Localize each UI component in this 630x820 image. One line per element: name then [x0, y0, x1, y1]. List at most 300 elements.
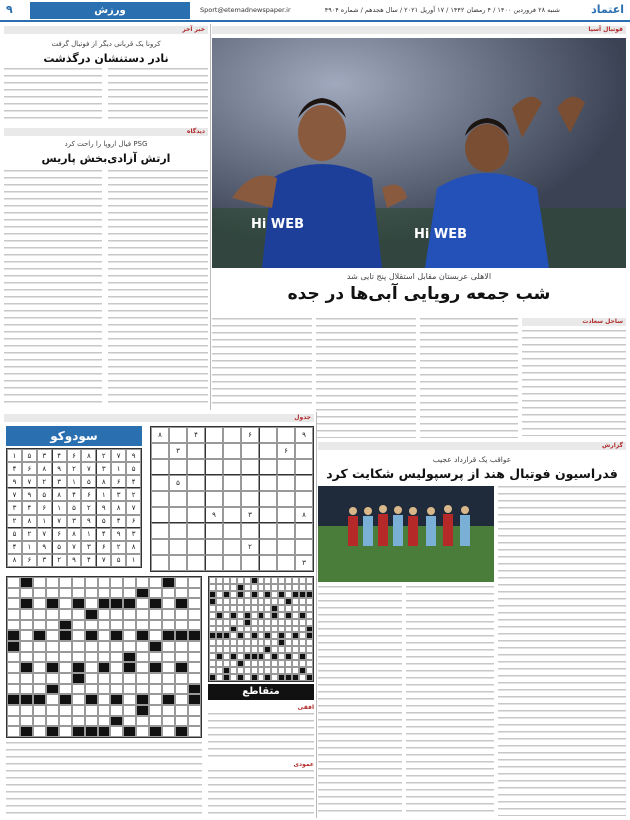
crossword-cell[interactable]: [72, 694, 85, 705]
crossword-cell[interactable]: [271, 598, 278, 605]
crossword-cell[interactable]: [237, 639, 244, 646]
crossword-cell[interactable]: [244, 632, 251, 639]
crossword-cell[interactable]: [149, 716, 162, 727]
crossword-cell[interactable]: [162, 716, 175, 727]
crossword-cell[interactable]: [72, 716, 85, 727]
crossword-cell[interactable]: [216, 674, 223, 681]
crossword-cell[interactable]: [216, 584, 223, 591]
crossword-cell[interactable]: [59, 609, 72, 620]
crossword-cell[interactable]: [299, 619, 306, 626]
crossword-cell[interactable]: [33, 598, 46, 609]
sudoku-cell[interactable]: [295, 539, 313, 555]
crossword-cell[interactable]: [285, 639, 292, 646]
crossword-cell[interactable]: [7, 652, 20, 663]
crossword-cell[interactable]: [244, 591, 251, 598]
crossword-cell[interactable]: [175, 673, 188, 684]
sudoku-cell[interactable]: [151, 475, 169, 491]
crossword-cell[interactable]: [188, 588, 201, 599]
sudoku-cell[interactable]: [151, 539, 169, 555]
crossword-cell[interactable]: [33, 673, 46, 684]
crossword-cell[interactable]: [136, 620, 149, 631]
crossword-cell[interactable]: [110, 620, 123, 631]
crossword-cell[interactable]: [149, 588, 162, 599]
crossword-cell[interactable]: [299, 639, 306, 646]
crossword-cell[interactable]: [85, 673, 98, 684]
crossword-cell[interactable]: [216, 639, 223, 646]
crossword-cell[interactable]: [258, 632, 265, 639]
crossword-cell[interactable]: [188, 705, 201, 716]
crossword-cell[interactable]: [123, 609, 136, 620]
crossword-cell[interactable]: [216, 598, 223, 605]
crossword-cell[interactable]: [264, 598, 271, 605]
crossword-cell[interactable]: [216, 626, 223, 633]
crossword-cell[interactable]: [306, 653, 313, 660]
crossword-cell[interactable]: [278, 577, 285, 584]
crossword-cell[interactable]: [299, 598, 306, 605]
crossword-cell[interactable]: [244, 639, 251, 646]
sudoku-cell[interactable]: [241, 491, 259, 507]
crossword-cell[interactable]: [20, 673, 33, 684]
crossword-cell[interactable]: [271, 577, 278, 584]
crossword-cell[interactable]: [72, 577, 85, 588]
crossword-cell[interactable]: [85, 662, 98, 673]
crossword-cell[interactable]: [216, 591, 223, 598]
crossword-cell[interactable]: [188, 641, 201, 652]
crossword-cell[interactable]: [237, 646, 244, 653]
crossword-cell[interactable]: [230, 605, 237, 612]
crossword-cell[interactable]: [223, 577, 230, 584]
crossword-cell[interactable]: [46, 694, 59, 705]
sudoku-cell[interactable]: [187, 459, 205, 475]
crossword-cell[interactable]: [20, 652, 33, 663]
crossword-cell[interactable]: [223, 653, 230, 660]
crossword-cell[interactable]: [98, 630, 111, 641]
crossword-cell[interactable]: [223, 639, 230, 646]
sudoku-cell[interactable]: [205, 555, 223, 571]
crossword-cell[interactable]: [306, 646, 313, 653]
crossword-cell[interactable]: [264, 584, 271, 591]
sudoku-cell[interactable]: [295, 523, 313, 539]
sudoku-cell[interactable]: [187, 491, 205, 507]
crossword-cell[interactable]: [59, 577, 72, 588]
crossword-cell[interactable]: [110, 588, 123, 599]
sudoku-cell[interactable]: [187, 555, 205, 571]
sudoku-cell[interactable]: [277, 459, 295, 475]
sudoku-cell[interactable]: [151, 523, 169, 539]
crossword-cell[interactable]: [123, 684, 136, 695]
crossword-cell[interactable]: [20, 716, 33, 727]
crossword-cell[interactable]: [59, 716, 72, 727]
crossword-cell[interactable]: [46, 673, 59, 684]
crossword-cell[interactable]: [33, 620, 46, 631]
crossword-cell[interactable]: [110, 641, 123, 652]
crossword-cell[interactable]: [20, 684, 33, 695]
crossword-cell[interactable]: [110, 662, 123, 673]
sudoku-cell[interactable]: [151, 459, 169, 475]
crossword-cell[interactable]: [264, 612, 271, 619]
crossword-cell[interactable]: [251, 619, 258, 626]
crossword-cell[interactable]: [98, 652, 111, 663]
crossword-cell[interactable]: [136, 598, 149, 609]
crossword-cell[interactable]: [244, 646, 251, 653]
crossword-cell[interactable]: [123, 705, 136, 716]
crossword-cell[interactable]: [244, 605, 251, 612]
sudoku-cell[interactable]: [169, 539, 187, 555]
crossword-cell[interactable]: [110, 726, 123, 737]
crossword-cell[interactable]: [188, 598, 201, 609]
crossword-cell[interactable]: [292, 584, 299, 591]
crossword-cell[interactable]: [123, 694, 136, 705]
crossword-cell[interactable]: [123, 673, 136, 684]
sudoku-cell[interactable]: [223, 539, 241, 555]
crossword-cell[interactable]: [285, 577, 292, 584]
crossword-cell[interactable]: [7, 716, 20, 727]
crossword-cell[interactable]: [33, 662, 46, 673]
crossword-cell[interactable]: [271, 646, 278, 653]
crossword-cell[interactable]: [251, 605, 258, 612]
crossword-cell[interactable]: [251, 639, 258, 646]
crossword-cell[interactable]: [136, 577, 149, 588]
crossword-cell[interactable]: [230, 667, 237, 674]
sudoku-cell[interactable]: [169, 459, 187, 475]
crossword-cell[interactable]: [162, 726, 175, 737]
crossword-cell[interactable]: [209, 619, 216, 626]
crossword-cell[interactable]: [20, 630, 33, 641]
crossword-cell[interactable]: [98, 577, 111, 588]
crossword-cell[interactable]: [230, 584, 237, 591]
crossword-cell[interactable]: [59, 726, 72, 737]
crossword-cell[interactable]: [7, 609, 20, 620]
crossword-cell[interactable]: [264, 605, 271, 612]
crossword-cell[interactable]: [299, 577, 306, 584]
crossword-cell[interactable]: [223, 605, 230, 612]
crossword-cell[interactable]: [7, 588, 20, 599]
crossword-cell[interactable]: [33, 726, 46, 737]
crossword-cell[interactable]: [149, 652, 162, 663]
crossword-cell[interactable]: [7, 662, 20, 673]
crossword-cell[interactable]: [299, 584, 306, 591]
crossword-cell[interactable]: [223, 626, 230, 633]
crossword-cell[interactable]: [209, 584, 216, 591]
crossword-cell[interactable]: [251, 667, 258, 674]
crossword-cell[interactable]: [292, 577, 299, 584]
section-email[interactable]: Sport@etemadnewspaper.ir: [200, 6, 291, 14]
crossword-cell[interactable]: [258, 619, 265, 626]
crossword-cell[interactable]: [7, 598, 20, 609]
crossword-cell[interactable]: [33, 577, 46, 588]
crossword-cell[interactable]: [216, 660, 223, 667]
crossword-cell[interactable]: [110, 705, 123, 716]
crossword-cell[interactable]: [123, 641, 136, 652]
crossword-cell[interactable]: [188, 652, 201, 663]
crossword-cell[interactable]: [230, 674, 237, 681]
sudoku-cell[interactable]: [187, 475, 205, 491]
crossword-cell[interactable]: [85, 641, 98, 652]
sudoku-cell[interactable]: [187, 507, 205, 523]
crossword-cell[interactable]: [216, 605, 223, 612]
crossword-cell[interactable]: [278, 605, 285, 612]
crossword-cell[interactable]: [258, 577, 265, 584]
sudoku-cell[interactable]: [187, 539, 205, 555]
crossword-cell[interactable]: [46, 577, 59, 588]
crossword-cell[interactable]: [59, 588, 72, 599]
crossword-cell[interactable]: [251, 584, 258, 591]
crossword-cell[interactable]: [299, 674, 306, 681]
crossword-cell[interactable]: [149, 694, 162, 705]
crossword-cell[interactable]: [244, 577, 251, 584]
crossword-cell[interactable]: [271, 619, 278, 626]
crossword-cell[interactable]: [209, 626, 216, 633]
crossword-cell[interactable]: [216, 667, 223, 674]
crossword-cell[interactable]: [278, 598, 285, 605]
sudoku-cell[interactable]: [259, 491, 277, 507]
crossword-cell[interactable]: [264, 653, 271, 660]
crossword-cell[interactable]: [237, 626, 244, 633]
sudoku-cell[interactable]: [277, 427, 295, 443]
crossword-cell[interactable]: [271, 667, 278, 674]
crossword-cell[interactable]: [162, 598, 175, 609]
sudoku-cell[interactable]: [151, 507, 169, 523]
crossword-cell[interactable]: [188, 577, 201, 588]
sudoku-cell[interactable]: [241, 523, 259, 539]
crossword-cell[interactable]: [188, 716, 201, 727]
crossword-cell[interactable]: [188, 726, 201, 737]
crossword-cell[interactable]: [123, 577, 136, 588]
crossword-cell[interactable]: [188, 673, 201, 684]
sudoku-cell[interactable]: [205, 491, 223, 507]
sudoku-cell[interactable]: [259, 523, 277, 539]
crossword-cell[interactable]: [292, 626, 299, 633]
crossword-cell[interactable]: [72, 705, 85, 716]
crossword-cell[interactable]: [20, 609, 33, 620]
crossword-cell[interactable]: [251, 646, 258, 653]
crossword-cell[interactable]: [59, 684, 72, 695]
crossword-cell[interactable]: [85, 652, 98, 663]
crossword-cell[interactable]: [162, 588, 175, 599]
crossword-cell[interactable]: [175, 652, 188, 663]
crossword-cell[interactable]: [46, 609, 59, 620]
crossword-cell[interactable]: [149, 673, 162, 684]
crossword-cell[interactable]: [209, 653, 216, 660]
crossword-cell[interactable]: [258, 646, 265, 653]
crossword-cell[interactable]: [98, 673, 111, 684]
crossword-cell[interactable]: [175, 641, 188, 652]
sudoku-cell[interactable]: [151, 443, 169, 459]
crossword-cell[interactable]: [149, 609, 162, 620]
sudoku-cell[interactable]: [259, 475, 277, 491]
crossword-cell[interactable]: [264, 619, 271, 626]
crossword-cell[interactable]: [98, 716, 111, 727]
crossword-cell[interactable]: [278, 626, 285, 633]
crossword-cell[interactable]: [285, 605, 292, 612]
crossword-cell[interactable]: [46, 705, 59, 716]
crossword-cell[interactable]: [72, 684, 85, 695]
crossword-cell[interactable]: [258, 605, 265, 612]
crossword-cell[interactable]: [209, 577, 216, 584]
crossword-cell[interactable]: [306, 639, 313, 646]
crossword-cell[interactable]: [149, 630, 162, 641]
crossword-cell[interactable]: [271, 591, 278, 598]
crossword-cell[interactable]: [271, 639, 278, 646]
crossword-cell[interactable]: [244, 674, 251, 681]
crossword-cell[interactable]: [98, 620, 111, 631]
crossword-cell[interactable]: [123, 716, 136, 727]
sudoku-cell[interactable]: [169, 523, 187, 539]
crossword-cell[interactable]: [271, 632, 278, 639]
sudoku-cell[interactable]: [169, 507, 187, 523]
sudoku-cell[interactable]: [295, 459, 313, 475]
crossword-cell[interactable]: [175, 620, 188, 631]
crossword-cell[interactable]: [188, 662, 201, 673]
crossword-cell[interactable]: [299, 632, 306, 639]
sudoku-cell[interactable]: [259, 555, 277, 571]
sudoku-cell[interactable]: [223, 523, 241, 539]
crossword-cell[interactable]: [230, 639, 237, 646]
crossword-cell[interactable]: [98, 705, 111, 716]
crossword-cell[interactable]: [162, 673, 175, 684]
sudoku-cell[interactable]: [295, 475, 313, 491]
sudoku-cell[interactable]: [241, 459, 259, 475]
crossword-cell[interactable]: [7, 577, 20, 588]
crossword-cell[interactable]: [230, 577, 237, 584]
crossword-cell[interactable]: [33, 609, 46, 620]
crossword-cell[interactable]: [237, 612, 244, 619]
crossword-cell[interactable]: [299, 626, 306, 633]
crossword-cell[interactable]: [278, 612, 285, 619]
crossword-cell[interactable]: [175, 684, 188, 695]
crossword-cell[interactable]: [33, 652, 46, 663]
crossword-cell[interactable]: [223, 598, 230, 605]
crossword-cell[interactable]: [149, 577, 162, 588]
crossword-cell[interactable]: [33, 705, 46, 716]
crossword-cell[interactable]: [85, 598, 98, 609]
crossword-cell[interactable]: [244, 584, 251, 591]
crossword-cell[interactable]: [59, 641, 72, 652]
crossword-cell[interactable]: [175, 705, 188, 716]
sudoku-cell[interactable]: [169, 555, 187, 571]
crossword-cell[interactable]: [85, 620, 98, 631]
crossword-cell[interactable]: [123, 588, 136, 599]
crossword-cell[interactable]: [264, 667, 271, 674]
crossword-cell[interactable]: [72, 641, 85, 652]
crossword-cell[interactable]: [237, 605, 244, 612]
crossword-cell[interactable]: [149, 620, 162, 631]
crossword-cell[interactable]: [72, 588, 85, 599]
crossword-cell[interactable]: [20, 620, 33, 631]
crossword-cell[interactable]: [136, 684, 149, 695]
crossword-cell[interactable]: [33, 716, 46, 727]
sudoku-cell[interactable]: [223, 443, 241, 459]
crossword-cell[interactable]: [162, 652, 175, 663]
crossword-cell[interactable]: [292, 639, 299, 646]
sudoku-cell[interactable]: [241, 555, 259, 571]
crossword-cell[interactable]: [258, 626, 265, 633]
crossword-cell[interactable]: [175, 588, 188, 599]
crossword-cell[interactable]: [278, 619, 285, 626]
crossword-cell[interactable]: [7, 684, 20, 695]
crossword-cell[interactable]: [175, 694, 188, 705]
sudoku-cell[interactable]: [223, 507, 241, 523]
crossword-cell[interactable]: [230, 591, 237, 598]
crossword-cell[interactable]: [110, 673, 123, 684]
sudoku-cell[interactable]: [187, 523, 205, 539]
sudoku-cell[interactable]: [151, 491, 169, 507]
crossword-cell[interactable]: [123, 630, 136, 641]
crossword-cell[interactable]: [162, 705, 175, 716]
sudoku-cell[interactable]: [277, 475, 295, 491]
crossword-cell[interactable]: [98, 684, 111, 695]
crossword-cell[interactable]: [110, 609, 123, 620]
crossword-cell[interactable]: [230, 632, 237, 639]
crossword-cell[interactable]: [230, 660, 237, 667]
crossword-cell[interactable]: [264, 577, 271, 584]
crossword-cell[interactable]: [292, 660, 299, 667]
crossword-cell[interactable]: [33, 641, 46, 652]
crossword-cell[interactable]: [244, 626, 251, 633]
crossword-cell[interactable]: [306, 605, 313, 612]
crossword-cell[interactable]: [292, 605, 299, 612]
crossword-cell[interactable]: [46, 588, 59, 599]
crossword-cell[interactable]: [46, 630, 59, 641]
crossword-cell[interactable]: [306, 612, 313, 619]
crossword-cell[interactable]: [292, 619, 299, 626]
sudoku-cell[interactable]: [295, 443, 313, 459]
crossword-cell[interactable]: [306, 667, 313, 674]
crossword-cell[interactable]: [306, 660, 313, 667]
sudoku-cell[interactable]: [205, 427, 223, 443]
crossword-cell[interactable]: [258, 584, 265, 591]
crossword-cell[interactable]: [136, 662, 149, 673]
crossword-cell[interactable]: [237, 653, 244, 660]
crossword-cell[interactable]: [7, 673, 20, 684]
crossword-cell[interactable]: [258, 667, 265, 674]
crossword-cell[interactable]: [292, 598, 299, 605]
sudoku-cell[interactable]: [223, 427, 241, 443]
crossword-cell[interactable]: [285, 646, 292, 653]
crossword-cell[interactable]: [244, 667, 251, 674]
crossword-cell[interactable]: [72, 630, 85, 641]
crossword-cell[interactable]: [251, 626, 258, 633]
crossword-cell[interactable]: [209, 612, 216, 619]
crossword-cell[interactable]: [264, 626, 271, 633]
crossword-cell[interactable]: [46, 641, 59, 652]
crossword-cell[interactable]: [85, 684, 98, 695]
crossword-cell[interactable]: [264, 660, 271, 667]
crossword-cell[interactable]: [285, 584, 292, 591]
crossword-cell[interactable]: [216, 577, 223, 584]
sudoku-cell[interactable]: [259, 507, 277, 523]
crossword-cell[interactable]: [7, 726, 20, 737]
sudoku-cell[interactable]: [277, 539, 295, 555]
sudoku-cell[interactable]: [205, 475, 223, 491]
crossword-cell[interactable]: [7, 705, 20, 716]
crossword-cell[interactable]: [216, 646, 223, 653]
crossword-cell[interactable]: [136, 609, 149, 620]
crossword-cell[interactable]: [292, 612, 299, 619]
crossword-cell[interactable]: [175, 716, 188, 727]
crossword-cell[interactable]: [59, 705, 72, 716]
sudoku-cell[interactable]: [205, 459, 223, 475]
crossword-cell[interactable]: [292, 667, 299, 674]
crossword-cell[interactable]: [162, 609, 175, 620]
crossword-cell[interactable]: [285, 626, 292, 633]
sudoku-cell[interactable]: [151, 555, 169, 571]
crossword-cell[interactable]: [306, 584, 313, 591]
crossword-cell[interactable]: [85, 705, 98, 716]
crossword-cell[interactable]: [306, 598, 313, 605]
crossword-cell[interactable]: [110, 577, 123, 588]
crossword-cell[interactable]: [237, 667, 244, 674]
